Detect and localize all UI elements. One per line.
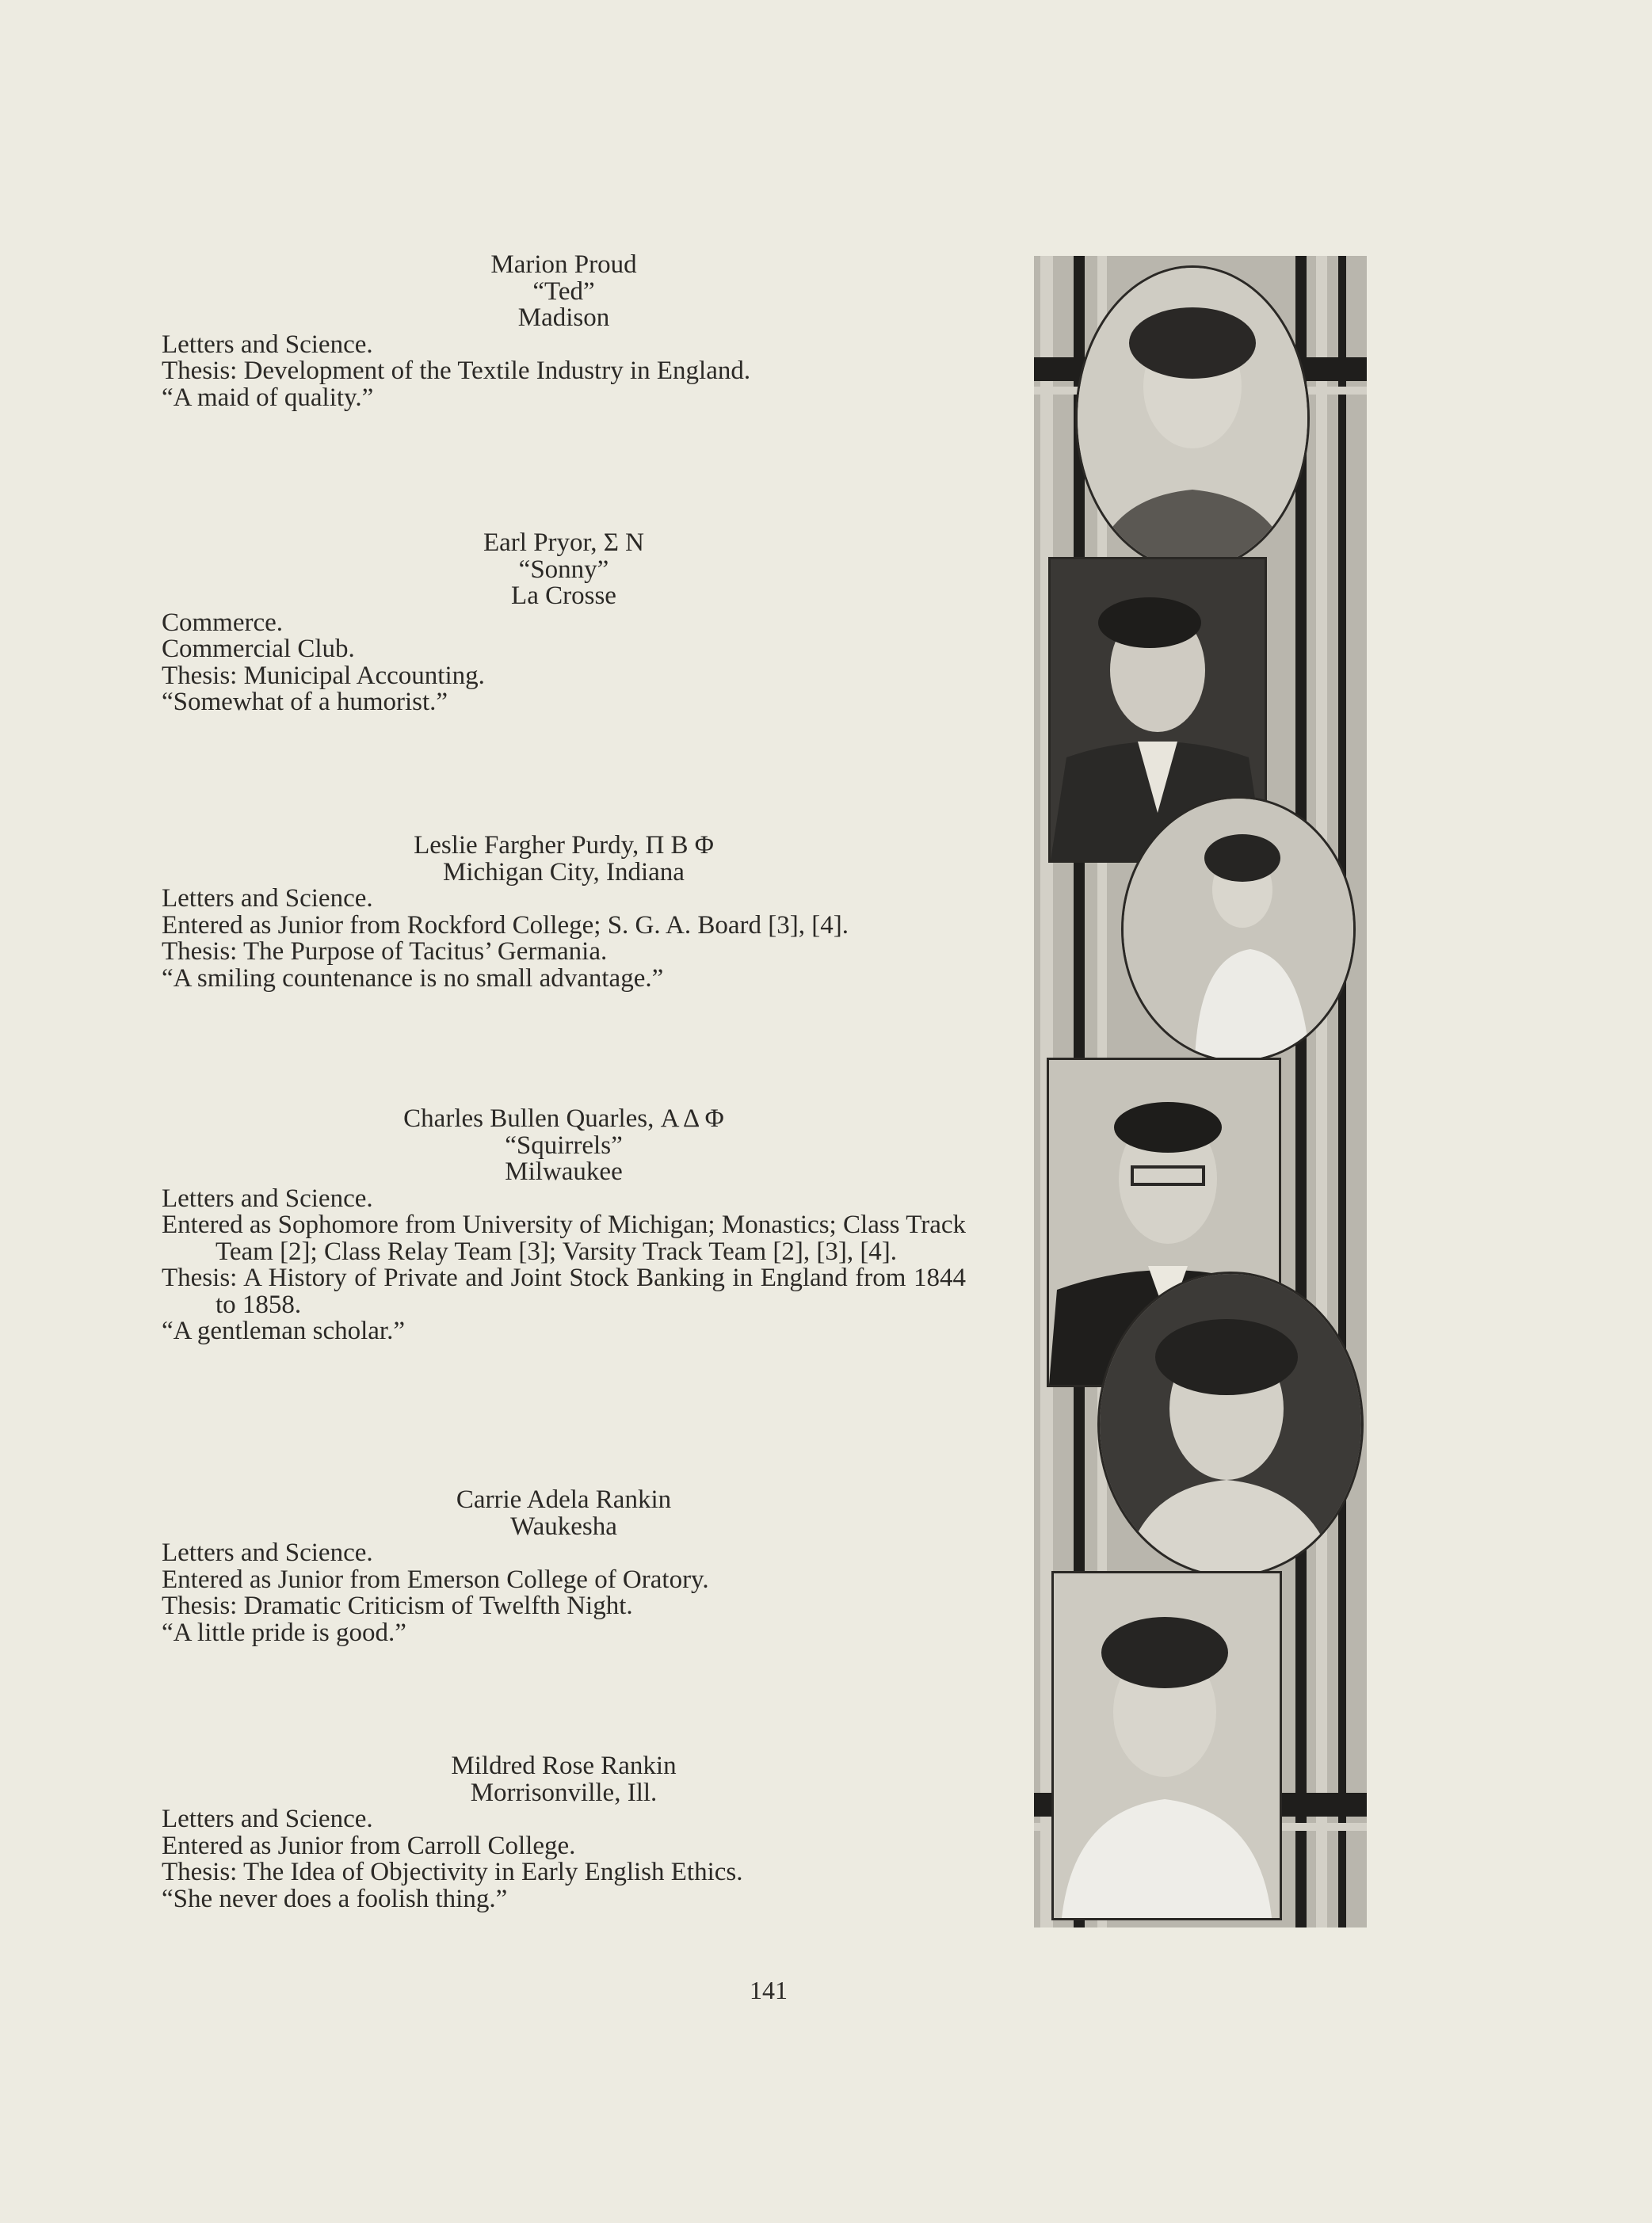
entry-hometown: Morrisonville, Ill. [470, 1778, 658, 1807]
entry-hometown: Waukesha [510, 1512, 617, 1541]
photo-column [1034, 256, 1367, 1927]
entry-name: Earl Pryor, Σ N [483, 528, 644, 557]
entry-college: Letters and Science. [162, 1539, 373, 1567]
entry-college: Letters and Science. [162, 884, 373, 913]
entry-carrie-rankin [162, 1487, 966, 1646]
entry-quote: “Somewhat of a humorist.” [162, 688, 448, 716]
entry-nickname: “Sonny” [518, 555, 609, 584]
entry-name: Marion Proud [490, 250, 637, 279]
entry-thesis: Thesis: The Purpose of Tacitus’ Germania. [162, 937, 608, 966]
entry-college: Letters and Science. [162, 330, 373, 359]
entry-earl-pryor [162, 530, 966, 716]
entry-college: Commerce. [162, 608, 284, 637]
entry-charles-quarles [162, 1106, 966, 1345]
entry-quote: “She never does a foolish thing.” [162, 1884, 508, 1913]
entry-thesis: Thesis: Development of the Textile Industry in England. [162, 357, 751, 385]
entry-hometown: Madison [517, 303, 610, 332]
entry-nickname: “Squirrels” [505, 1131, 623, 1160]
page-number: 141 [750, 1976, 788, 2004]
portrait-photo-mildred-rankin [1051, 1571, 1282, 1920]
entry-thesis: Thesis: A History of Private and Joint Stock Banking in England from 1844 to 1858. [162, 1264, 966, 1319]
entry-quote: “A gentleman scholar.” [162, 1317, 405, 1345]
entry-college: Letters and Science. [162, 1184, 373, 1213]
entry-hometown: Michigan City, Indiana [443, 857, 685, 887]
entry-name: Leslie Fargher Purdy, Π Β Φ [414, 831, 714, 860]
entry-quote: “A smiling countenance is no small advantage.” [162, 963, 664, 993]
entry-thesis: Thesis: The Idea of Objectivity in Early English Ethics. [162, 1858, 743, 1886]
portrait-photo-marion-proud [1075, 265, 1310, 571]
entry-thesis: Thesis: Dramatic Criticism of Twelfth Night. [162, 1592, 633, 1620]
entry-marion-proud [162, 252, 966, 411]
entry-thesis: Thesis: Municipal Accounting. [162, 661, 485, 690]
portrait-photo-carrie-rankin [1097, 1272, 1364, 1577]
entry-activities: Commercial Club. [162, 635, 355, 663]
entry-activities: Entered as Junior from Emerson College of Oratory. [162, 1565, 709, 1594]
entry-name: Carrie Adela Rankin [456, 1485, 672, 1514]
portrait-photo-leslie-purdy [1121, 796, 1356, 1062]
entry-quote: “A little pride is good.” [162, 1618, 406, 1647]
entry-quote: “A maid of quality.” [162, 383, 374, 412]
entry-nickname: “Ted” [532, 276, 595, 306]
entry-name: Mildred Rose Rankin [451, 1752, 677, 1780]
entry-activities: Entered as Junior from Carroll College. [162, 1831, 576, 1860]
entry-hometown: Milwaukee [505, 1157, 623, 1186]
entry-activities: Entered as Sophomore from University of Michigan; Monastics; Class Track Team [2]; Class Relay Team [3]; Varsity Track Team [2], [3], [4]. [162, 1211, 966, 1266]
entry-college: Letters and Science. [162, 1805, 373, 1833]
entry-leslie-purdy [162, 833, 966, 992]
entry-mildred-rankin [162, 1753, 966, 1912]
entry-hometown: La Crosse [511, 581, 616, 610]
entry-name: Charles Bullen Quarles, Α Δ Φ [403, 1104, 724, 1133]
entry-activities: Entered as Junior from Rockford College; S. G. A. Board [3], [4]. [162, 910, 849, 940]
